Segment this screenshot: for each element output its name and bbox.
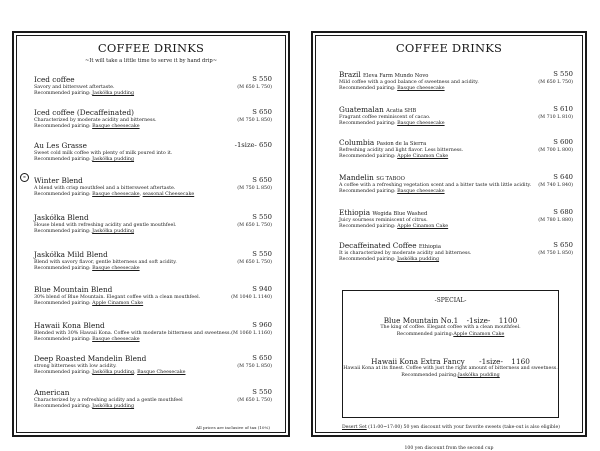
menu-item-pairing (339, 189, 573, 195)
menu-item-sizes: (M 780 L 880) (538, 218, 573, 223)
menu-item-name (339, 208, 427, 217)
menu-item-price: S 550 (252, 213, 272, 221)
menu-item-sizes: (M 710 L 810) (538, 115, 573, 120)
special-box (342, 290, 559, 418)
pairing-label: Recommended pairing: (34, 192, 91, 198)
menu-item (339, 70, 573, 93)
special-item-description: The king of coffee. Elegant coffee with a clean mouthfeel. (380, 325, 521, 330)
menu-item-sizes: (M 650 L 750) (237, 85, 272, 90)
desert-set-text: (11:00~17:00) 50 yen discount with your favorite sweets (take-out is also eligible) (368, 425, 560, 430)
special-item-name: Blue Mountain No.1 (383, 316, 459, 325)
pairing-link[interactable]: Basque cheesecake (92, 124, 140, 130)
pairing-label: Recommended pairing: (339, 121, 396, 127)
menu-item-description: 30% blend of Blue Mountain. Elegant coffee with a clean mouthfeel. (34, 295, 201, 300)
menu-item-pairing (34, 91, 272, 97)
special-item-size: -1size- (466, 316, 491, 325)
menu-item (34, 141, 272, 164)
menu-item (339, 241, 573, 264)
pairing-label: Recommended pairing: (339, 257, 396, 263)
pairing-link[interactable]: Apple Cinamon Cake (397, 224, 449, 230)
menu-item (34, 250, 272, 273)
menu-item-sizes: (M 1060 L 1160) (231, 331, 272, 336)
pairing-label: Recommended pairing: (34, 157, 91, 163)
menu-item-price: S 550 (252, 388, 272, 396)
menu-item (34, 213, 272, 236)
menu-item-price: S 680 (553, 208, 573, 216)
pairing-label: Recommended pairing: (339, 86, 396, 92)
menu-item-description: Savory and bitterswet aftertaste. (34, 85, 115, 90)
pairing-link[interactable]: Jaskółka pudding (457, 372, 500, 378)
pairing-link[interactable]: Basque cheesecake (397, 86, 445, 92)
menu-item (34, 354, 272, 377)
menu-item-description: Blend with savory flavor, gentle bitterness and soft acidity. (34, 260, 177, 265)
menu-item-name (34, 285, 112, 294)
menu-item (339, 138, 573, 161)
pairing-label: Recommended pairing: (34, 370, 91, 376)
menu-item (339, 173, 573, 196)
special-item-name-row (343, 316, 558, 325)
menu-item-name (34, 321, 105, 330)
menu-item (339, 208, 573, 231)
menu-item-pairing (34, 229, 272, 235)
menu-item-name-text: Jaskółka Mild Blend (34, 250, 108, 259)
menu-item-pairing: Recommended pairing: Jaskółka pudding, Basque Cheesecake (34, 370, 186, 376)
menu-item-name (34, 388, 69, 397)
menu-item-name-text: American (34, 388, 70, 397)
menu-item-sizes: (M 650 L 750) (237, 260, 272, 265)
menu-item-name (34, 213, 89, 222)
special-item (343, 357, 558, 379)
menu-item-name-text: Deep Roasted Mandelin Blend (34, 354, 147, 363)
menu-item-pairing (339, 224, 573, 230)
pairing-link[interactable]: Basque cheesecake (92, 192, 140, 198)
pairing-link[interactable]: Basque cheesecake (397, 189, 445, 195)
menu-item-description: Sweet cold milk coffee with plenty of milk poured into it. (34, 151, 173, 156)
pairing-label: Recommended pairing: (339, 189, 396, 195)
menu-item-price: S 960 (252, 321, 272, 329)
pairing-label: Recommended pairing: (34, 404, 91, 410)
menu-item-price: S 610 (553, 105, 573, 113)
menu-item-description: A coffee with a refreshing vegetation scent and a bitter taste with little acidity. (339, 183, 532, 188)
menu-item-sizes: (M 700 L 800) (538, 148, 573, 153)
menu-item-name (339, 241, 441, 250)
menu-item-sizes: (M 650 L 750) (237, 398, 272, 403)
menu-item-sizes: (M 750 L 850) (237, 118, 272, 123)
menu-item-description: House blend with refreshing acidity and gentle mouthfeel. (34, 223, 177, 228)
pairing-label: Recommended pairing: (339, 154, 396, 160)
pairing-link[interactable]: Apple Cinamon Cake (453, 331, 505, 337)
special-title: -SPECIAL- (434, 297, 467, 304)
page-title: COFFEE DRINKS (395, 41, 503, 55)
pairing-link[interactable]: Jaskółka pudding (92, 370, 135, 376)
menu-item-pairing (339, 154, 573, 160)
menu-item-price: S 550 (252, 250, 272, 258)
menu-item-name (34, 141, 87, 150)
menu-item-origin: Pasion de la Sierra (376, 141, 427, 147)
pairing-label: Recommended pairing: (396, 331, 454, 337)
menu-item-name (34, 108, 134, 117)
pairing-link[interactable]: Apple Cinamon Cake (397, 154, 449, 160)
menu-item-description: strong bitterness with low acidity. (34, 364, 117, 369)
menu-item-description: A blend with crisp mouthfeel and a bittersweet aftertaste. (34, 186, 176, 191)
pairing-link[interactable]: Jaskółka pudding (92, 91, 135, 97)
menu-item-pairing (34, 337, 272, 343)
menu-item-pairing (339, 86, 573, 92)
special-item-pairing (343, 373, 558, 380)
menu-item-name (339, 173, 405, 182)
pairing-link[interactable]: Basque cheesecake (397, 121, 445, 127)
menu-item-name-text: Iced coffee (34, 75, 75, 84)
menu-item-name-text: Columbia (339, 138, 375, 147)
menu-item-description: Mild coffee with a good balance of sweetness and acidity. (339, 80, 479, 85)
menu-item-pairing: Recommended pairing: Basque cheesecake, seasonal Cheesecake (34, 192, 195, 198)
pairing-link[interactable]: Basque cheesecake (92, 266, 140, 272)
pairing-link[interactable]: Jaskółka pudding (397, 257, 440, 263)
menu-item-sizes: (M 650 L 750) (538, 80, 573, 85)
pairing-label: Recommended pairing: (34, 266, 91, 272)
menu-item-price: S 650 (553, 241, 573, 249)
page-title: COFFEE DRINKS (97, 41, 205, 55)
special-item-size: -1size- (479, 357, 503, 366)
desert-set-note (342, 425, 560, 430)
menu-item-name (339, 70, 428, 79)
special-item-description: Hawaii Kona at its finest. Coffee with just the right amount of bitterness and sweetness. (343, 366, 558, 371)
menu-item-origin: Wegida Blue Washed (372, 211, 428, 217)
menu-item-pairing (34, 124, 272, 130)
menu-item-price: S 940 (252, 285, 272, 293)
menu-item-pairing (34, 301, 272, 307)
menu-item-price: S 550 (553, 70, 573, 78)
menu-item-name-text: Blue Mountain Blend (34, 285, 113, 294)
menu-item-name (34, 176, 83, 185)
menu-item-pairing (339, 121, 573, 127)
menu-item-description: Blended with 30% Hawaii Kona. Coffee with moderate bitterness and sweetness. (34, 331, 232, 336)
menu-item-sizes: (M 750 L 850) (237, 186, 272, 191)
pairing-label: Recommended pairing: (339, 224, 396, 230)
menu-item-name (34, 75, 75, 84)
menu-item-sizes: (M 1040 L 1140) (231, 295, 272, 300)
menu-item-price: -1size- 650 (234, 141, 272, 149)
menu-item-name (339, 105, 416, 114)
menu-item-name-text: Mandelin (339, 173, 374, 182)
menu-item (34, 321, 272, 344)
menu-item (34, 388, 272, 411)
menu-item-description: Characterized by moderate acidity and bitterness. (34, 118, 157, 123)
pairing-label: Recommended pairing: (34, 337, 91, 343)
menu-item-name (34, 354, 146, 363)
menu-item-sizes: (M 750 L 850) (538, 251, 573, 256)
menu-item-pairing (339, 257, 573, 263)
pairing-label: Recommended pairing: (34, 301, 91, 307)
menu-item-description: Juicy sourness reminiscent of citrus. (339, 218, 428, 223)
menu-item-description: It is characterized by moderate acidity and bitterness. (339, 251, 472, 256)
info-circle-icon[interactable]: ≡ (20, 173, 29, 182)
pairing-link[interactable]: seasonal Cheesecake (142, 192, 195, 198)
page-subtitle: ~It will take a little time to serve it by hand drip~ (84, 58, 218, 64)
menu-item-origin: Ethiopia (418, 244, 441, 250)
menu-item (34, 285, 272, 308)
menu-item-name-text: Ethiopia (339, 208, 371, 217)
menu-item-pairing (34, 266, 272, 272)
menu-item (34, 108, 272, 131)
menu-item (34, 75, 272, 98)
menu-page-left (12, 31, 290, 437)
pairing-link[interactable]: Jaskółka pudding (92, 404, 135, 410)
menu-item-origin: SG TABOO (376, 176, 405, 182)
pairing-link[interactable]: Basque cheesecake (92, 337, 140, 343)
menu-item-name (339, 138, 426, 147)
desert-set-label[interactable]: Desert Set (342, 425, 367, 430)
special-item-name: Hawaii Kona Extra Fancy (371, 357, 465, 366)
special-item-price: 1100 (498, 316, 518, 325)
menu-item-pairing (34, 157, 272, 163)
menu-item-name-text: Jaskółka Blend (34, 213, 89, 222)
menu-item-name-text: Hawaii Kona Blend (34, 321, 105, 330)
pairing-label: Recommended pairing: (34, 91, 91, 97)
pairing-label: Recommended pairing: (401, 372, 458, 378)
special-item-pairing (343, 332, 558, 339)
menu-item-description: Fragrant coffee reminiscent of cacao. (339, 115, 431, 120)
pairing-link[interactable]: Apple Cinamon Cake (92, 301, 144, 307)
menu-item-sizes: (M 740 L 840) (538, 183, 573, 188)
menu-item-origin: Acatia SHB (386, 108, 417, 114)
special-item-name-row (343, 357, 558, 366)
menu-item-name-text: Brazil (339, 70, 361, 79)
special-item-price: 1160 (511, 357, 530, 366)
menu-item-price: S 650 (252, 108, 272, 116)
special-item (343, 316, 558, 338)
menu-item-price: S 650 (252, 176, 272, 184)
tax-note: All prices are inclusive of tax (10%) (196, 425, 270, 430)
pairing-label: Recommended pairing: (34, 229, 91, 235)
menu-item-price: S 550 (252, 75, 272, 83)
pairing-link[interactable]: Jaskółka pudding (92, 157, 135, 163)
menu-item-description: Characterized by a refreshing acidity and a gentle mouthfeel (34, 398, 183, 403)
pairing-label: Recommended pairing: (34, 124, 91, 130)
menu-item-origin: Eleva Farm Mundo Novo (363, 73, 429, 79)
pairing-link[interactable]: Basque Cheesecake (137, 370, 186, 376)
menu-item (339, 105, 573, 128)
menu-item-name-text: Au Les Grasse (34, 141, 87, 150)
menu-item-name (34, 250, 108, 259)
menu-item-name-text: Decaffeinated Coffee (339, 241, 417, 250)
menu-item-pairing (34, 404, 272, 410)
menu-item-description: Refreshing acidity and light flavor. Less bitterness. (339, 148, 464, 153)
menu-item-price: S 650 (252, 354, 272, 362)
pairing-link[interactable]: Jaskółka pudding (92, 229, 135, 235)
menu-item-sizes: (M 750 L 850) (237, 364, 272, 369)
menu-item-name-text: Winter Blend (34, 176, 83, 185)
menu-item-price: S 640 (553, 173, 573, 181)
second-cup-note: 100 yen discount from the second cup (404, 446, 494, 451)
menu-page-right (311, 31, 587, 451)
menu-item-sizes: (M 650 L 750) (237, 223, 272, 228)
menu-item (34, 176, 272, 199)
menu-item-price: S 600 (553, 138, 573, 146)
menu-item-name-text: Guatemalan (339, 105, 384, 114)
menu-item-name-text: Iced coffee (Decaffeinated) (34, 108, 135, 117)
